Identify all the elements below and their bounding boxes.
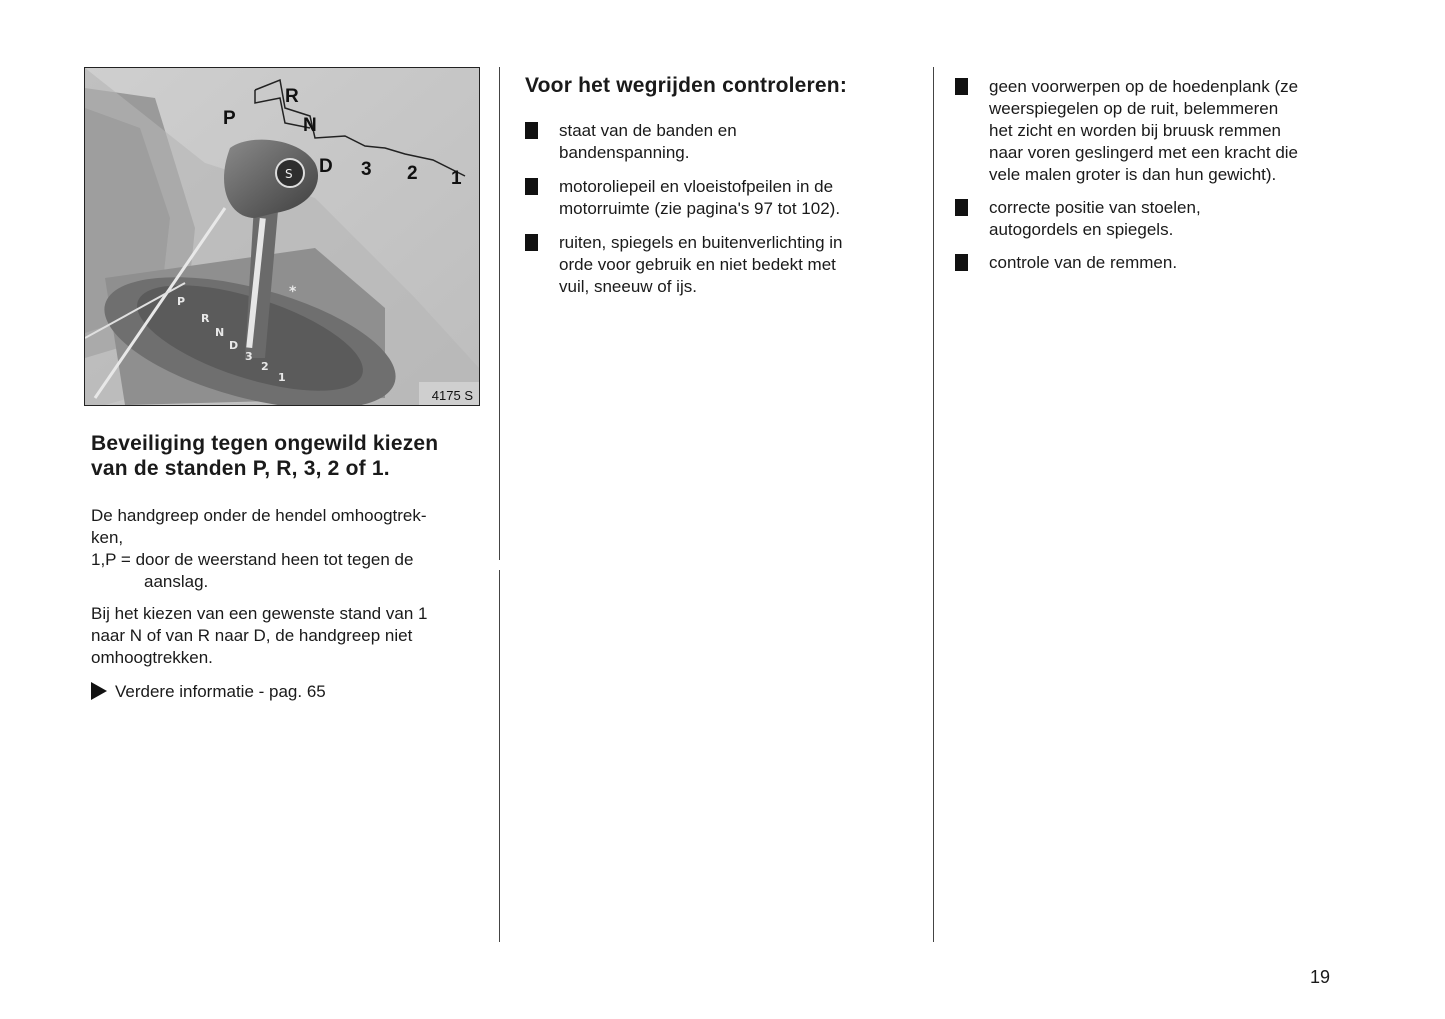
check-item-line: ruiten, spiegels en buitenverlichting in (559, 233, 843, 252)
check-item (955, 76, 1355, 186)
para2-line1: Bij het kiezen van een gewenste stand van 1 (91, 604, 428, 623)
left-heading-line1: Beveiliging tegen ongewild kiezen (91, 432, 439, 455)
column-divider-right (933, 67, 934, 942)
shifter-letter-1: 1 (278, 371, 286, 384)
check-item-line: controle van de remmen. (989, 253, 1178, 272)
left-heading (91, 431, 491, 481)
left-paragraph-1 (91, 505, 491, 593)
para1-line4: aanslag. (144, 572, 209, 591)
check-item (525, 120, 925, 164)
check-item-line: motoroliepeil en vloeistofpeilen in de (559, 177, 834, 196)
column-divider-left-lower (499, 570, 500, 942)
check-item-line: naar voren geslingerd met een kracht die (989, 143, 1299, 162)
knob-symbol: S (285, 167, 293, 181)
shifter-letter-d: D (229, 339, 239, 352)
column-divider-left (499, 67, 500, 560)
bullet-square-icon (955, 78, 968, 95)
shifter-letter-3: 3 (245, 350, 253, 363)
gate-letter-1: 1 (451, 168, 462, 189)
para2-line3: omhoogtrekken. (91, 648, 213, 667)
check-item-line: vele malen groter is dan hun gewicht). (989, 165, 1277, 184)
shifter-letter-n: N (215, 326, 225, 339)
para1-line3: 1,P = door de weerstand heen tot tegen de (91, 550, 414, 569)
check-item-line: geen voorwerpen op de hoedenplank (ze (989, 77, 1299, 96)
shifter-star: * (289, 284, 297, 300)
check-item (525, 176, 925, 220)
gate-letter-n: N (303, 115, 317, 136)
more-info-reference (91, 681, 491, 703)
check-item-line: correcte positie van stoelen, (989, 198, 1201, 217)
bullet-square-icon (525, 234, 538, 251)
check-item-line: het zicht en worden bij bruusk remmen (989, 121, 1281, 140)
para1-line2: ken, (91, 528, 124, 547)
page-number: 19 (1310, 967, 1331, 987)
more-info-text: Verdere informatie - pag. 65 (115, 682, 326, 701)
check-item-line: weerspiegelen op de ruit, belemmeren (989, 99, 1279, 118)
left-heading-line2: van de standen P, R, 3, 2 of 1. (91, 457, 390, 480)
shifter-letter-p: P (177, 295, 186, 308)
bullet-square-icon (525, 178, 538, 195)
bullet-square-icon (525, 122, 538, 139)
arrow-right-icon (91, 682, 107, 700)
gate-letter-2: 2 (407, 163, 418, 184)
check-item-line: staat van de banden en (559, 121, 737, 140)
gear-selector-illustration (84, 67, 480, 406)
shifter-letter-2: 2 (261, 360, 269, 373)
gate-letter-3: 3 (361, 159, 372, 180)
bullet-square-icon (955, 254, 968, 271)
check-item-line: motorruimte (zie pagina's 97 tot 102). (559, 199, 841, 218)
check-item (955, 252, 1355, 274)
gate-letter-r: R (285, 86, 299, 107)
para2-line2: naar N of van R naar D, de handgreep niet (91, 626, 413, 645)
gate-letter-d: D (319, 156, 333, 177)
left-paragraph-2 (91, 603, 491, 669)
check-item-line: autogordels en spiegels. (989, 220, 1174, 239)
check-item-line: vuil, sneeuw of ijs. (559, 277, 697, 296)
check-item (955, 197, 1355, 241)
bullet-square-icon (955, 199, 968, 216)
check-item (525, 232, 925, 298)
gate-letter-p: P (223, 108, 236, 129)
shifter-letter-r: R (201, 312, 210, 325)
para1-line1: De handgreep onder de hendel omhoogtrek- (91, 506, 427, 525)
check-item-line: orde voor gebruik en niet bedekt met (559, 255, 836, 274)
figure-code: 4175 S (431, 388, 473, 403)
check-item-line: bandenspanning. (559, 143, 690, 162)
middle-heading: Voor het wegrijden controleren: (525, 74, 848, 97)
